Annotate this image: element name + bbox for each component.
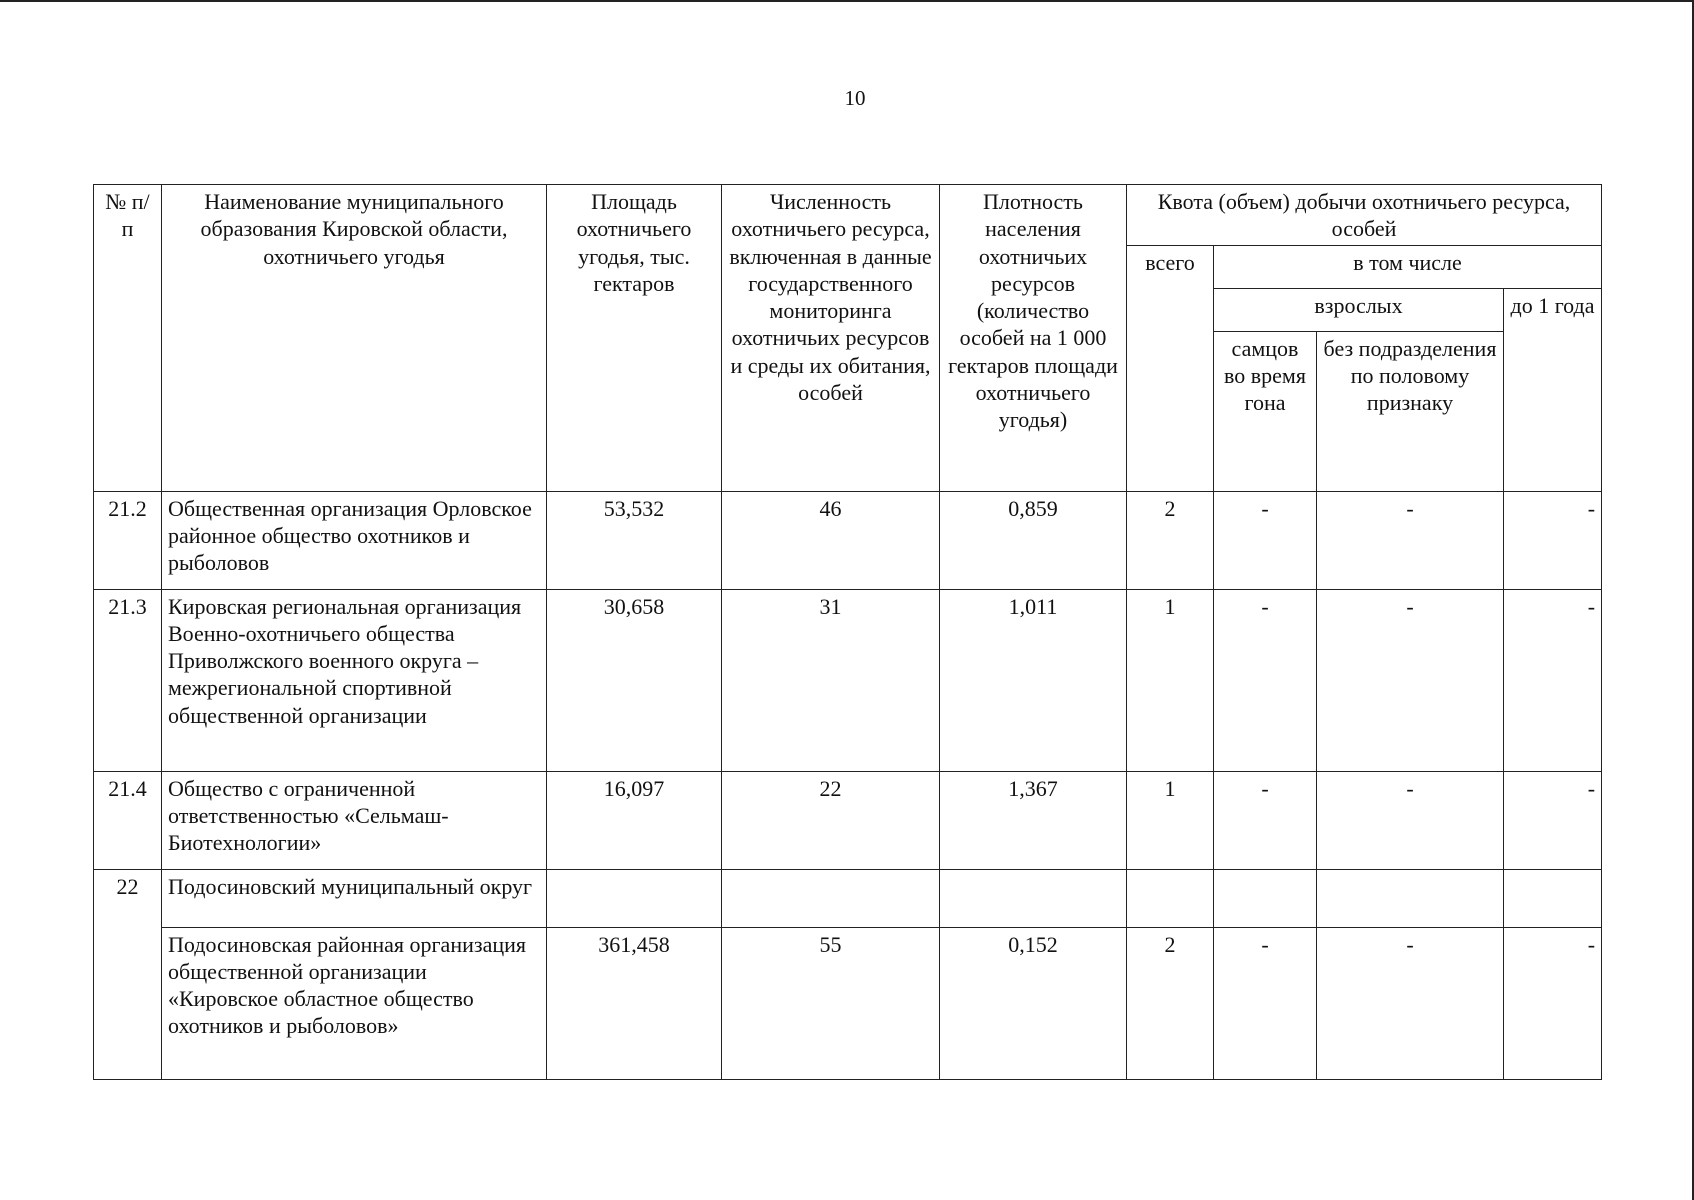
cell-area: 30,658 bbox=[547, 589, 722, 771]
cell-empty bbox=[940, 869, 1127, 927]
cell-empty bbox=[722, 869, 940, 927]
cell-males: - bbox=[1214, 771, 1317, 869]
header-area: Площадь охотничьего угодья, тыс. гектаров bbox=[547, 185, 722, 492]
cell-males: - bbox=[1214, 491, 1317, 589]
cell-area: 361,458 bbox=[547, 927, 722, 1079]
header-total: всего bbox=[1127, 245, 1214, 491]
header-quota: Квота (объем) добычи охотничьего ресурса, особей bbox=[1127, 185, 1602, 246]
cell-num: 22 bbox=[94, 869, 162, 1079]
table-row bbox=[94, 589, 1602, 771]
cell-total: 2 bbox=[1127, 491, 1214, 589]
header-adults: взрослых bbox=[1214, 288, 1504, 331]
cell-count: 22 bbox=[722, 771, 940, 869]
cell-name: Общественная организация Орловское районное общество охотников и рыболовов bbox=[162, 491, 547, 589]
cell-name: Подосиновская районная организация общественной организации «Кировское областное общество охотников и рыболовов» bbox=[162, 927, 547, 1079]
cell-males: - bbox=[1214, 927, 1317, 1079]
table-row bbox=[94, 869, 1602, 927]
cell-total: 1 bbox=[1127, 771, 1214, 869]
cell-area: 53,532 bbox=[547, 491, 722, 589]
cell-name: Общество с ограниченной ответственностью «Сельмаш-Биотехнологии» bbox=[162, 771, 547, 869]
cell-area: 16,097 bbox=[547, 771, 722, 869]
cell-count: 31 bbox=[722, 589, 940, 771]
cell-nosex: - bbox=[1317, 589, 1504, 771]
header-density: Плотность населения охотничьих ресурсов (количество особей на 1 000 гектаров площади охотничьего угодья) bbox=[940, 185, 1127, 492]
cell-young: - bbox=[1504, 927, 1602, 1079]
cell-density: 0,859 bbox=[940, 491, 1127, 589]
cell-count: 46 bbox=[722, 491, 940, 589]
cell-count: 55 bbox=[722, 927, 940, 1079]
cell-num: 21.4 bbox=[94, 771, 162, 869]
header-males-rut: самцов во время гона bbox=[1214, 331, 1317, 491]
header-name: Наименование муниципального образования Кировской области, охотничьего угодья bbox=[162, 185, 547, 492]
header-count: Численность охотничьего ресурса, включенная в данные государственного мониторинга охотничьих ресурсов и среды их обитания, особей bbox=[722, 185, 940, 492]
cell-total: 2 bbox=[1127, 927, 1214, 1079]
header-num: № п/п bbox=[94, 185, 162, 492]
cell-empty bbox=[1317, 869, 1504, 927]
cell-nosex: - bbox=[1317, 927, 1504, 1079]
cell-young: - bbox=[1504, 491, 1602, 589]
table-row bbox=[94, 927, 1602, 1079]
cell-nosex: - bbox=[1317, 771, 1504, 869]
cell-empty bbox=[1127, 869, 1214, 927]
cell-num: 21.2 bbox=[94, 491, 162, 589]
table-row bbox=[94, 491, 1602, 589]
quota-table bbox=[93, 184, 1602, 1080]
page-number: 10 bbox=[844, 86, 866, 110]
cell-num: 21.3 bbox=[94, 589, 162, 771]
header-under-one: до 1 года bbox=[1504, 288, 1602, 491]
cell-name: Подосиновский муниципальный округ bbox=[162, 869, 547, 927]
cell-empty bbox=[1214, 869, 1317, 927]
table-row bbox=[94, 771, 1602, 869]
cell-density: 0,152 bbox=[940, 927, 1127, 1079]
header-including: в том числе bbox=[1214, 245, 1602, 288]
cell-density: 1,011 bbox=[940, 589, 1127, 771]
header-row-1 bbox=[94, 185, 1602, 246]
cell-young: - bbox=[1504, 771, 1602, 869]
cell-empty bbox=[1504, 869, 1602, 927]
cell-nosex: - bbox=[1317, 491, 1504, 589]
cell-males: - bbox=[1214, 589, 1317, 771]
cell-empty bbox=[547, 869, 722, 927]
cell-young: - bbox=[1504, 589, 1602, 771]
cell-total: 1 bbox=[1127, 589, 1214, 771]
header-no-sex: без подразделения по половому признаку bbox=[1317, 331, 1504, 491]
cell-name: Кировская региональная организация Военно-охотничьего общества Приволжского военного округа – межрегиональной спортивной общественной организации bbox=[162, 589, 547, 771]
cell-density: 1,367 bbox=[940, 771, 1127, 869]
